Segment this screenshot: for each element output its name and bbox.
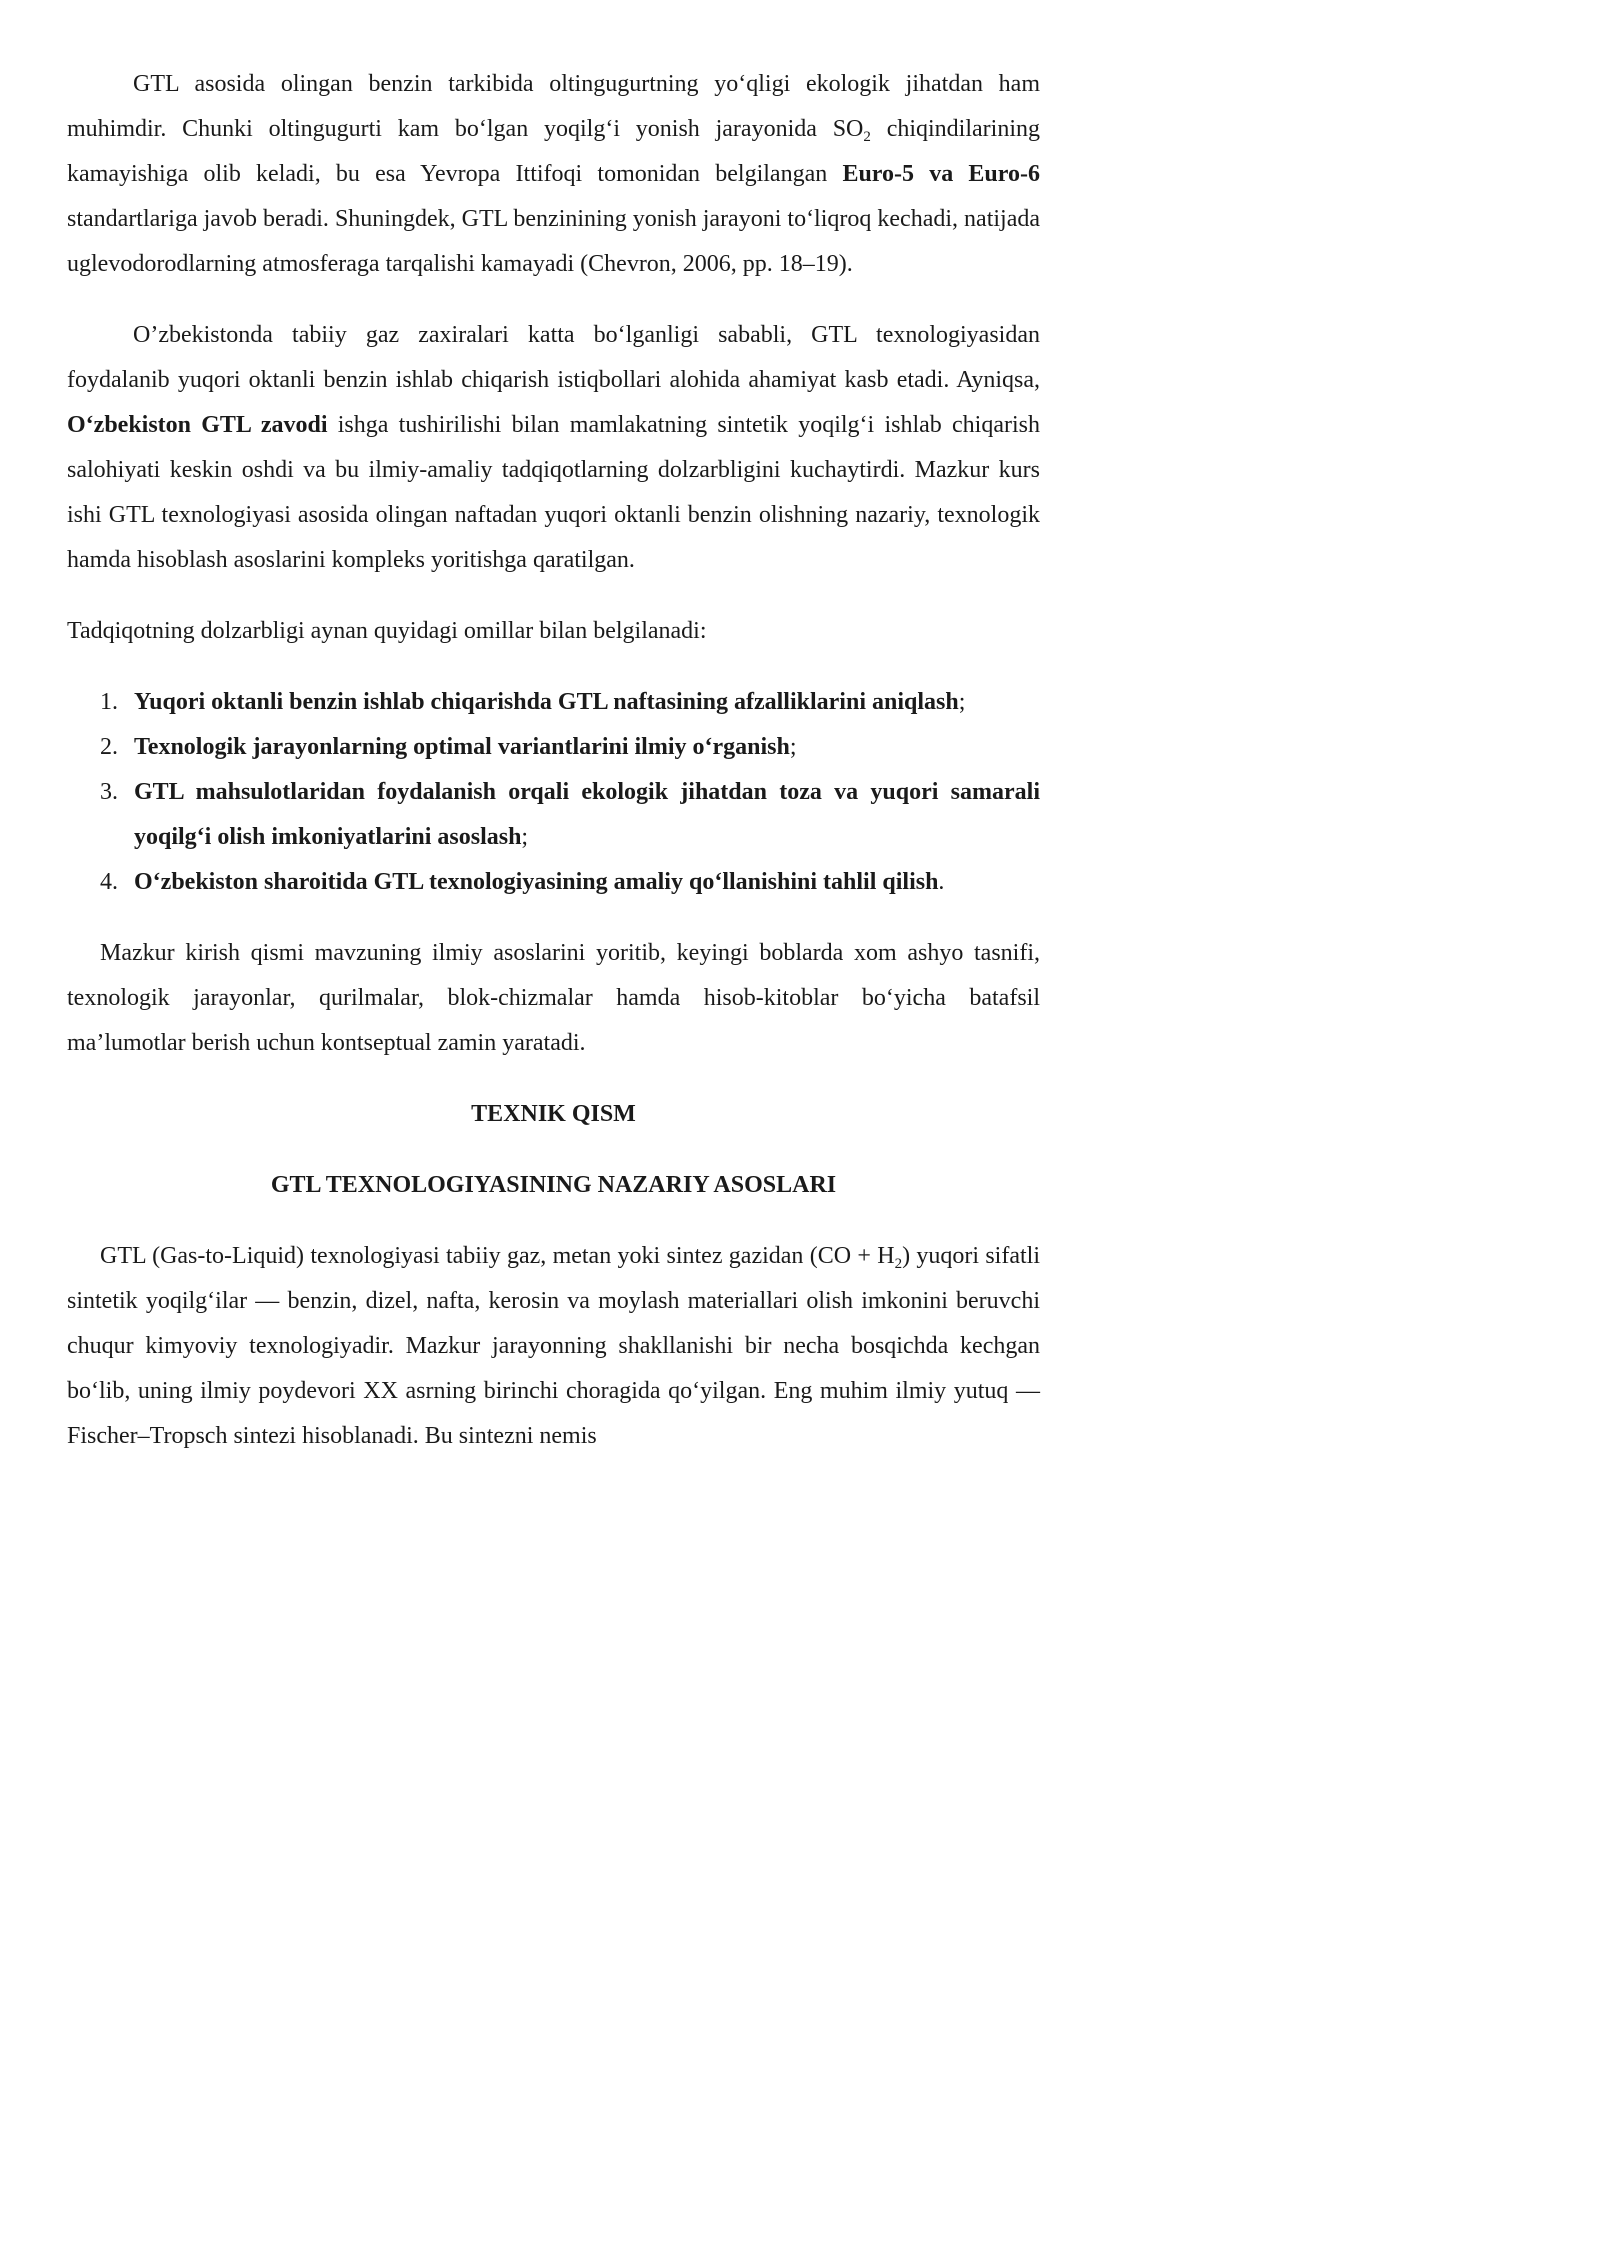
- bold-text: O‘zbekiston GTL zavodi: [67, 412, 328, 438]
- text-run: ishga tushirilishi bilan mamlakatning sintetik yoqilg‘i ishlab chiqarish salohiyati keskin oshdi va bu ilmiy-amaliy tadqiqotlarning dolzarbligini kuchaytirdi. Mazkur kurs ishi GTL texnologiyasi asosida olingan naftadan yuqori oktanli benzin olishning nazariy, texnologik hamda hisoblash asoslarini kompleks yoritishga qaratilgan.: [67, 412, 1040, 573]
- subscript: 2: [894, 1256, 903, 1272]
- list-item: [67, 680, 1040, 725]
- list-number: 1.: [100, 689, 118, 715]
- paragraph-uzbekistan: [67, 313, 1040, 583]
- text-run: ;: [521, 824, 529, 850]
- text-run: chiqindilarining kamayishiga olib keladi, bu esa Yevropa Ittifoqi tomonidan belgilangan: [67, 116, 1040, 187]
- list-item: [67, 725, 1040, 770]
- text-run: O’zbekistonda tabiiy gaz zaxiralari katta bo‘lganligi sababli, GTL texnologiyasidan foydalanib yuqori oktanli benzin ishlab chiqarish istiqbollari alohida ahamiyat kasb etadi. Ayniqsa,: [67, 322, 1040, 393]
- subsection-heading: GTL TEXNOLOGIYASINING NAZARIY ASOSLARI: [270, 1172, 837, 1198]
- relevance-list: [67, 680, 1040, 905]
- text-run: GTL asosida olingan benzin tarkibida oltingugurtning yo‘qligi ekologik jihatdan ham muhimdir. Chunki oltingugurti kam bo‘lgan yoqilg‘i yonish jarayonida SO: [67, 71, 1040, 142]
- bold-text: Texnologik jarayonlarning optimal variantlarini ilmiy o‘rganish: [134, 734, 790, 760]
- paragraph-gtl-theory: [67, 1234, 1040, 1459]
- bold-text: Euro-5 va Euro-6: [842, 161, 1040, 187]
- bold-text: Yuqori oktanli benzin ishlab chiqarishda GTL naftasining afzalliklarini aniqlash: [134, 689, 959, 715]
- list-item: [67, 770, 1040, 860]
- document-page: [0, 0, 1106, 1566]
- list-number: 3.: [100, 779, 118, 805]
- text-run: GTL (Gas-to-Liquid) texnologiyasi tabiiy gaz, metan yoki sintez gazidan (CO + H: [100, 1243, 895, 1269]
- bold-text: O‘zbekiston sharoitida GTL texnologiyasining amaliy qo‘llanishini tahlil qilish: [134, 869, 939, 895]
- bold-text: GTL mahsulotlaridan foydalanish orqali ekologik jihatdan toza va yuqori samarali yoqilg‘i olish imkoniyatlarini asoslash: [134, 779, 1040, 850]
- paragraph-relevance-intro: Tadqiqotning dolzarbligi aynan quyidagi omillar bilan belgilanadi:: [67, 618, 707, 644]
- subscript: 2: [863, 129, 871, 145]
- text-run: standartlariga javob beradi. Shuningdek, GTL benzinining yonish jarayoni to‘liqroq kechadi, natijada uglevodorodlarning atmosferaga tarqalishi kamayadi (Chevron, 2006, pp. 18–19).: [67, 206, 1040, 277]
- list-item: [67, 860, 1040, 905]
- text-run: ;: [958, 689, 966, 715]
- section-heading: TEXNIK QISM: [471, 1101, 636, 1127]
- list-number: 4.: [100, 869, 118, 895]
- text-run: ;: [789, 734, 797, 760]
- text-run: .: [938, 869, 945, 895]
- paragraph-ecology: [67, 62, 1040, 287]
- text-run: ) yuqori sifatli sintetik yoqilg‘ilar — benzin, dizel, nafta, kerosin va moylash materiallari olish imkonini beruvchi chuqur kimyoviy texnologiyadir. Mazkur jarayonning shakllanishi bir necha bosqichda kechgan bo‘lib, uning ilmiy poydevori XX asrning birinchi choragida qo‘yilgan. Eng muhim ilmiy yutuq — Fischer–Tropsch sintezi hisoblanadi. Bu sintezni nemis: [67, 1243, 1040, 1449]
- list-number: 2.: [100, 734, 118, 760]
- paragraph-conclusion: Mazkur kirish qismi mavzuning ilmiy asoslarini yoritib, keyingi boblarda xom ashyo tasnifi, texnologik jarayonlar, qurilmalar, blok-chizmalar hamda hisob-kitoblar bo‘yicha batafsil ma’lumotlar berish uchun kontseptual zamin yaratadi.: [67, 940, 1040, 1056]
